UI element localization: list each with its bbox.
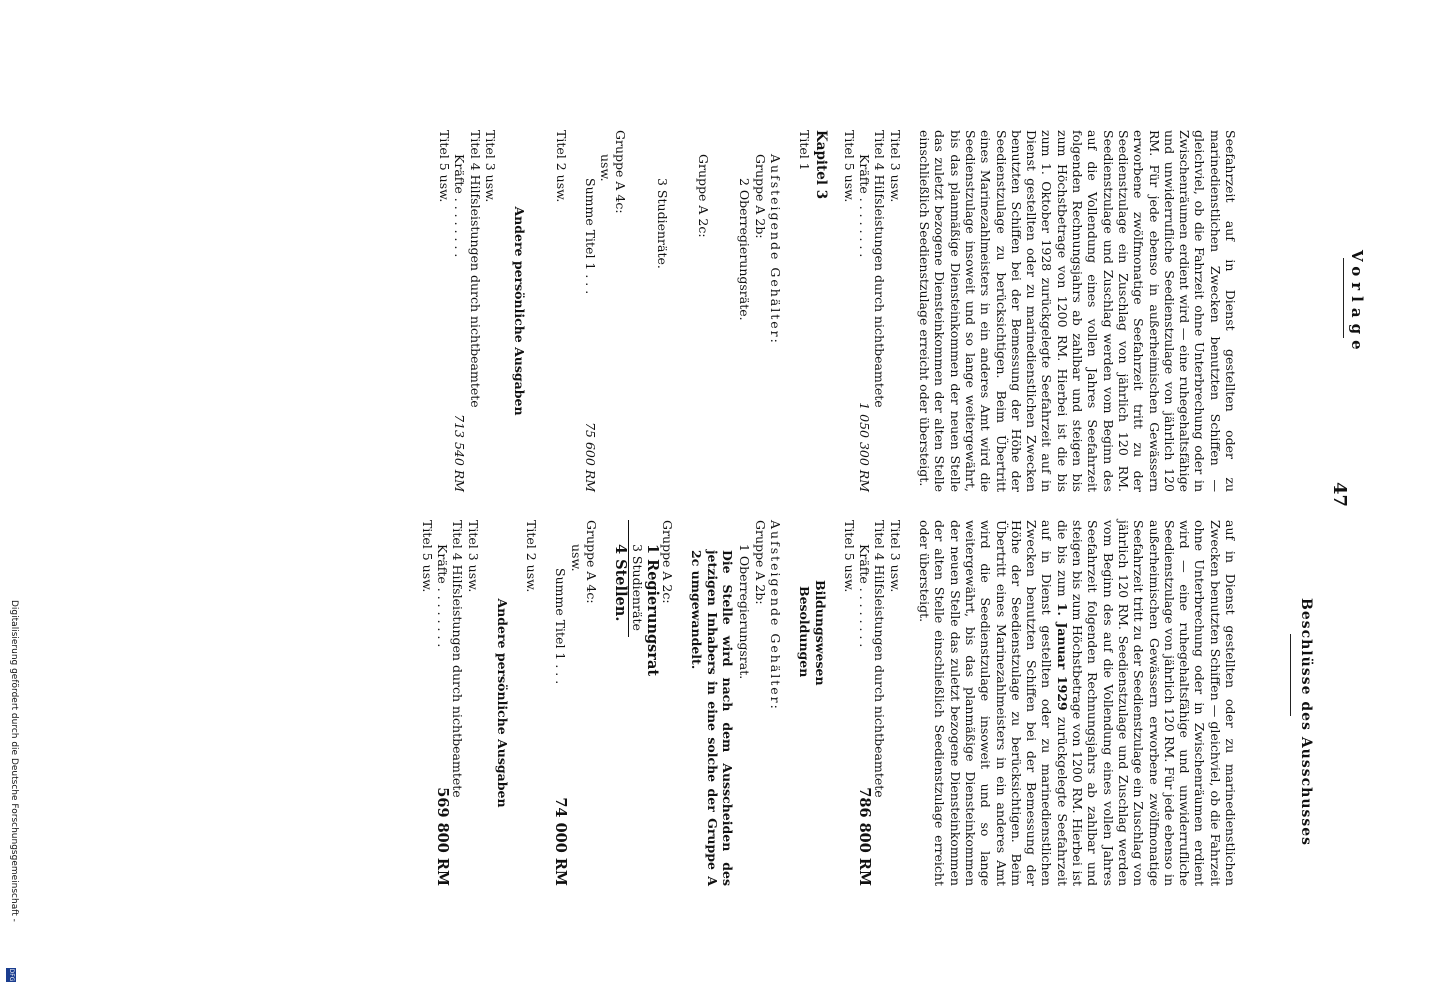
left-gruppe-a2c: Gruppe A 2c:: [696, 154, 712, 238]
left-aufsteigende: Aufsteigende Gehälter:: [767, 154, 783, 345]
right-t4-kraefte: Kräfte . . . . . . . . 569 800 RM: [433, 544, 451, 886]
left-gruppe-a2b: Gruppe A 2b:: [752, 154, 768, 239]
left-column: [437, 130, 1238, 492]
right-intro-paragraph: auf in Dienst gestellten oder zu marinedienstlichen Zwecken benutzten Schiffen — gleichviel, ob die Fahrzeit ohne Unterbrechung oder in Zwischenräumen erdient wird — eine ruhegehaltsfähige und unwiderrufliche Seedienstzulage von jährlich 120 RM. Für jede ebenso in außerheimischen Gewässern erworbene zwölfmonatige Seefahrzeit tritt zu der Seedienstzulage ein Zuschlag von jährlich 120 RM. Seedienstzulage und Zuschlag werden vom Beginn des auf die Vollendung eines vollen Jahres Seefahrzeit folgenden Rechnungsjahrs ab zahlbar und steigen bis zum Höchstbetrage von 1200 RM. Hierbei ist die bis zum 1. Januar 1929 zurückgelegte Seefahrzeit auf in Dienst gestellten oder zu marinedienstlichen Zwecken benutzten Schiffen bei der Bemessung der Höhe der Seedienstzulage zu berücksichtigen. Beim Übertritt eines Marinezahlmeisters in ein anderes Amt wird die Seedienstzulage insoweit und so lange weitergewährt, bis das planmäßige Diensteinkommen der neuen Stelle das zuletzt bezogene Diensteinkommen der alten Stelle einschließlich Seedienstzulage erreicht oder übersteigt.: [917, 520, 1238, 886]
right-t3: Titel 3 usw.: [465, 520, 481, 593]
right-t4: Titel 4 Hilfsleistungen durch nichtbeamtete: [450, 520, 466, 798]
left-titel-3: Titel 3 usw.: [887, 130, 903, 203]
right-header-title: Beschlüsse des Ausschusses: [1298, 598, 1314, 847]
right-gruppe-a2c: Gruppe A 2c:: [660, 520, 676, 604]
right-column: [419, 520, 1238, 886]
left-oberreg: 2 Oberregierungsräte.: [737, 178, 753, 321]
left-t4-value: 713 540 RM: [452, 414, 468, 492]
left-t3: Titel 3 usw.: [483, 130, 499, 203]
right-bold-date: 1. Januar 1929: [1054, 602, 1070, 711]
left-header-title: Vorlage: [1348, 250, 1366, 356]
right-aufsteigende: Aufsteigende Gehälter:: [767, 520, 783, 711]
right-titel-3: Titel 3 usw.: [887, 520, 903, 593]
left-summe-value: 75 600 RM: [582, 422, 598, 492]
left-titel-5: Titel 5 usw.: [841, 130, 857, 203]
left-usw: usw.: [598, 154, 614, 182]
right-besoldungen: Besoldungen: [797, 586, 813, 678]
left-t4-kraefte: Kräfte . . . . . . . . 713 540 RM: [452, 154, 468, 492]
right-note: Die Stelle wird nach dem Ausscheiden des jetzigen Inhabers in eine solche der Gruppe A 2c umgewandelt.: [689, 550, 736, 886]
left-t5: Titel 5 usw.: [437, 130, 453, 203]
left-titel-4-kraefte: Kräfte . . . . . . . . 1 050 300 RM: [857, 154, 873, 492]
left-kapitel: Kapitel 3: [812, 130, 829, 200]
right-gruppe-a4c: Gruppe A 4c:: [584, 520, 600, 604]
right-titel-4-kraefte: Kräfte . . . . . . . . 786 800 RM: [856, 544, 874, 886]
right-titel-4: Titel 4 Hilfsleistungen durch nichtbeamtete: [872, 520, 888, 798]
left-titel-4-value: 1 050 300 RM: [857, 402, 873, 492]
right-summe: Summe Titel 1 . . . 74 000 RM: [552, 568, 570, 886]
left-titel-4: Titel 4 Hilfsleistungen durch nichtbeamtete: [872, 130, 888, 408]
left-gruppe-a4c: Gruppe A 4c:: [613, 130, 629, 214]
left-intro-paragraph: Seefahrzeit auf in Dienst gestellten oder zu marinedienstlichen Zwecken benutzten Schiffen — gleichviel, ob die Fahrzeit ohne Unterbrechung oder in Zwischenräumen erdient wird — eine ruhegehaltsfähige und unwiderrufliche Seedienstzulage von jährlich 120 RM. Für jede ebenso in außerheimischen Gewässern erworbene zwölfmonatige Seefahrzeit tritt zu der Seedienstzulage ein Zuschlag von jährlich 120 RM. Seedienstzulage und Zuschlag werden vom Beginn des auf die Vollendung eines vollen Jahres Seefahrzeit folgenden Rechnungsjahrs ab zahlbar und steigen bis zum Höchstbetrage von 1200 RM. Hierbei ist die bis zum 1. Oktober 1928 zurückgelegte Seefahrzeit auf in Dienst gestellten oder zu marinedienstlichen Zwecken benutzten Schiffen bei der Bemessung der Höhe der Seedienstzulage zu berücksichtigen. Beim Übertritt eines Marinezahlmeisters in ein anderes Amt wird die Seedienstzulage insoweit und so lange weitergewährt, bis das planmäßige Diensteinkommen der neuen Stelle das zuletzt bezogene Diensteinkommen der alten Stelle einschließlich Seedienstzulage erreicht oder übersteigt.: [917, 130, 1238, 492]
right-oberreg: 1 Oberregierungsrat.: [737, 544, 753, 680]
right-header-rule: [1290, 634, 1291, 716]
left-t4: Titel 4 Hilfsleistungen durch nichtbeamtete: [467, 130, 483, 408]
left-andere: Andere persönliche Ausgaben: [512, 206, 528, 416]
right-usw: usw.: [568, 544, 584, 572]
left-titel-2: Titel 2 usw.: [553, 130, 569, 203]
footer-text: Digitalisierung gefördert durch die Deutsche Forschungsgemeinschaft -: [9, 600, 19, 922]
right-gruppe-a2b: Gruppe A 2b:: [752, 520, 768, 605]
right-titel-4-value: 786 800 RM: [856, 787, 874, 886]
page-number: 47: [1329, 482, 1350, 508]
right-stellen: 4 Stellen.: [612, 544, 630, 622]
right-studienraete: 3 Studienräte: [628, 520, 644, 637]
right-t5: Titel 5 usw.: [419, 520, 435, 593]
right-titel-2: Titel 2 usw.: [524, 520, 540, 593]
right-titel-5: Titel 5 usw.: [841, 520, 857, 593]
right-bildungswesen: Bildungswesen: [812, 580, 828, 686]
left-summe: Summe Titel 1 . . . 75 600 RM: [582, 178, 598, 492]
left-header-rule: [1343, 258, 1344, 338]
left-titel-1: Titel 1: [797, 130, 813, 171]
right-regrat: 1 Regierungsrat: [643, 544, 661, 677]
right-t4-value: 569 800 RM: [433, 787, 451, 886]
dfg-logo: DFG: [8, 968, 15, 982]
right-summe-value: 74 000 RM: [552, 797, 570, 886]
left-studienraete: 3 Studienräte.: [654, 178, 670, 269]
right-andere: Andere persönliche Ausgaben: [494, 598, 510, 808]
